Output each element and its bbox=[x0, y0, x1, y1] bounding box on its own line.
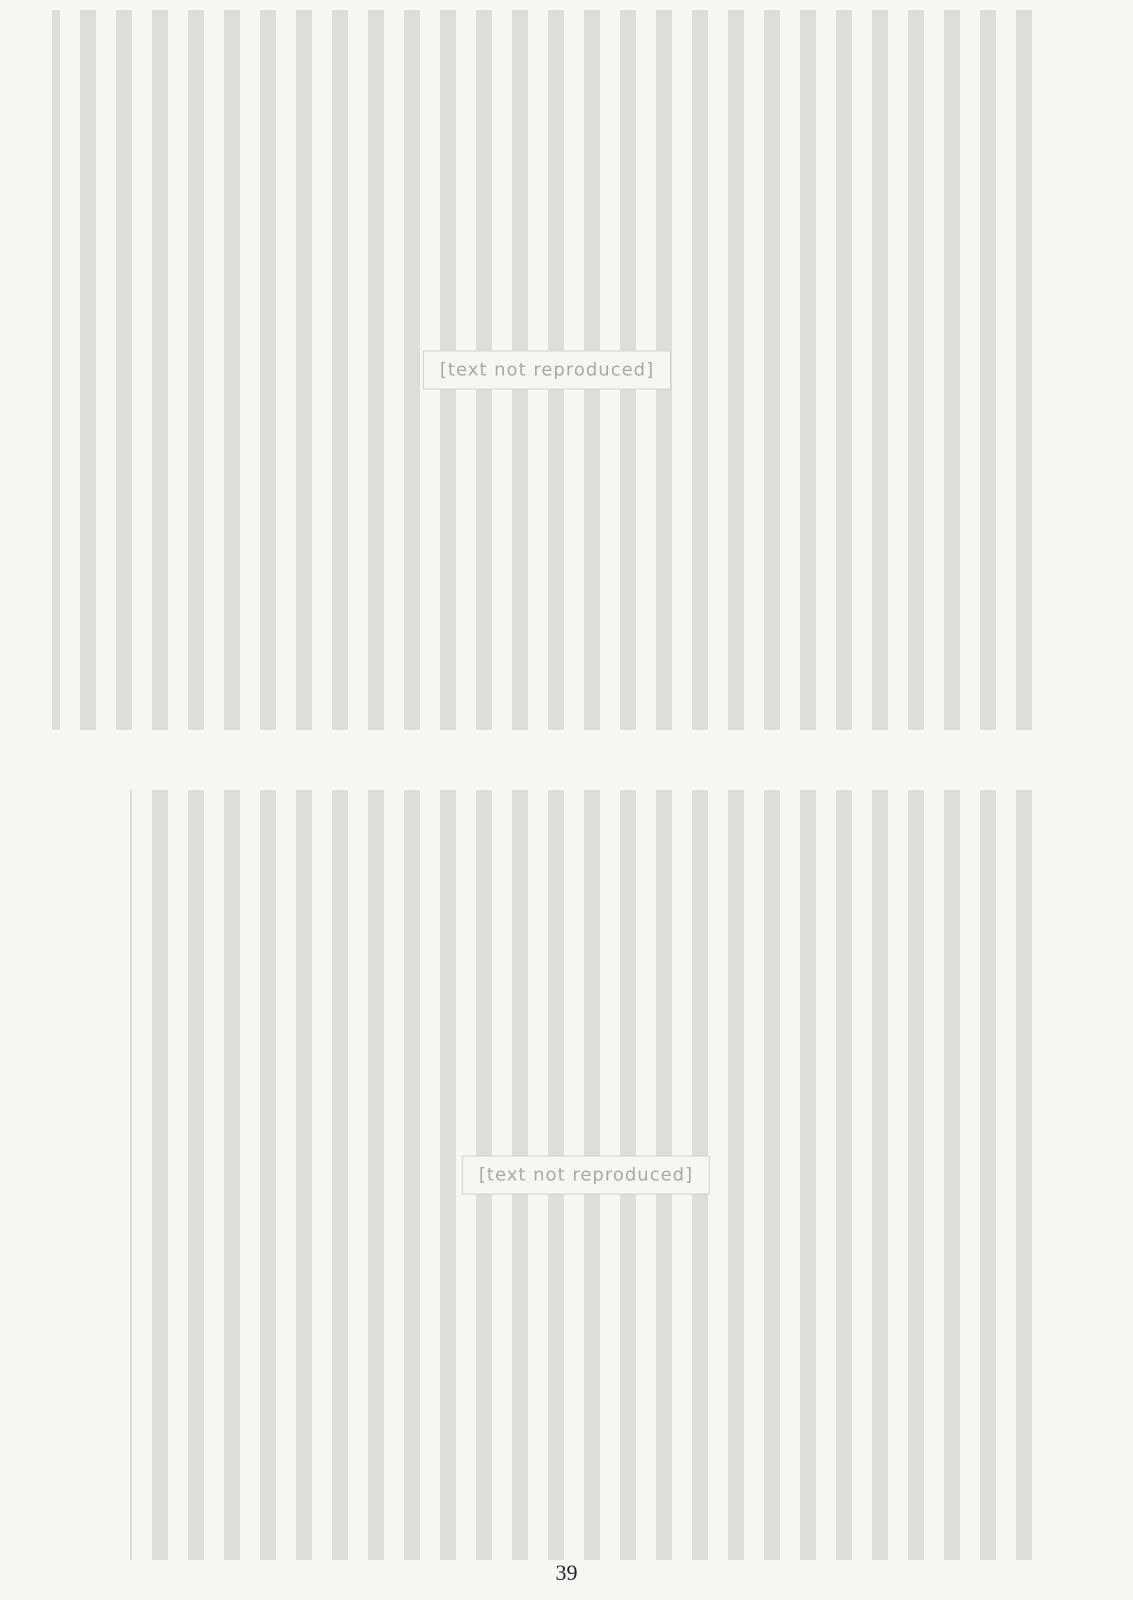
vertical-text-block-bottom bbox=[130, 790, 1042, 1560]
page-number: 39 bbox=[555, 1560, 578, 1585]
vertical-text-block-top bbox=[52, 10, 1042, 730]
